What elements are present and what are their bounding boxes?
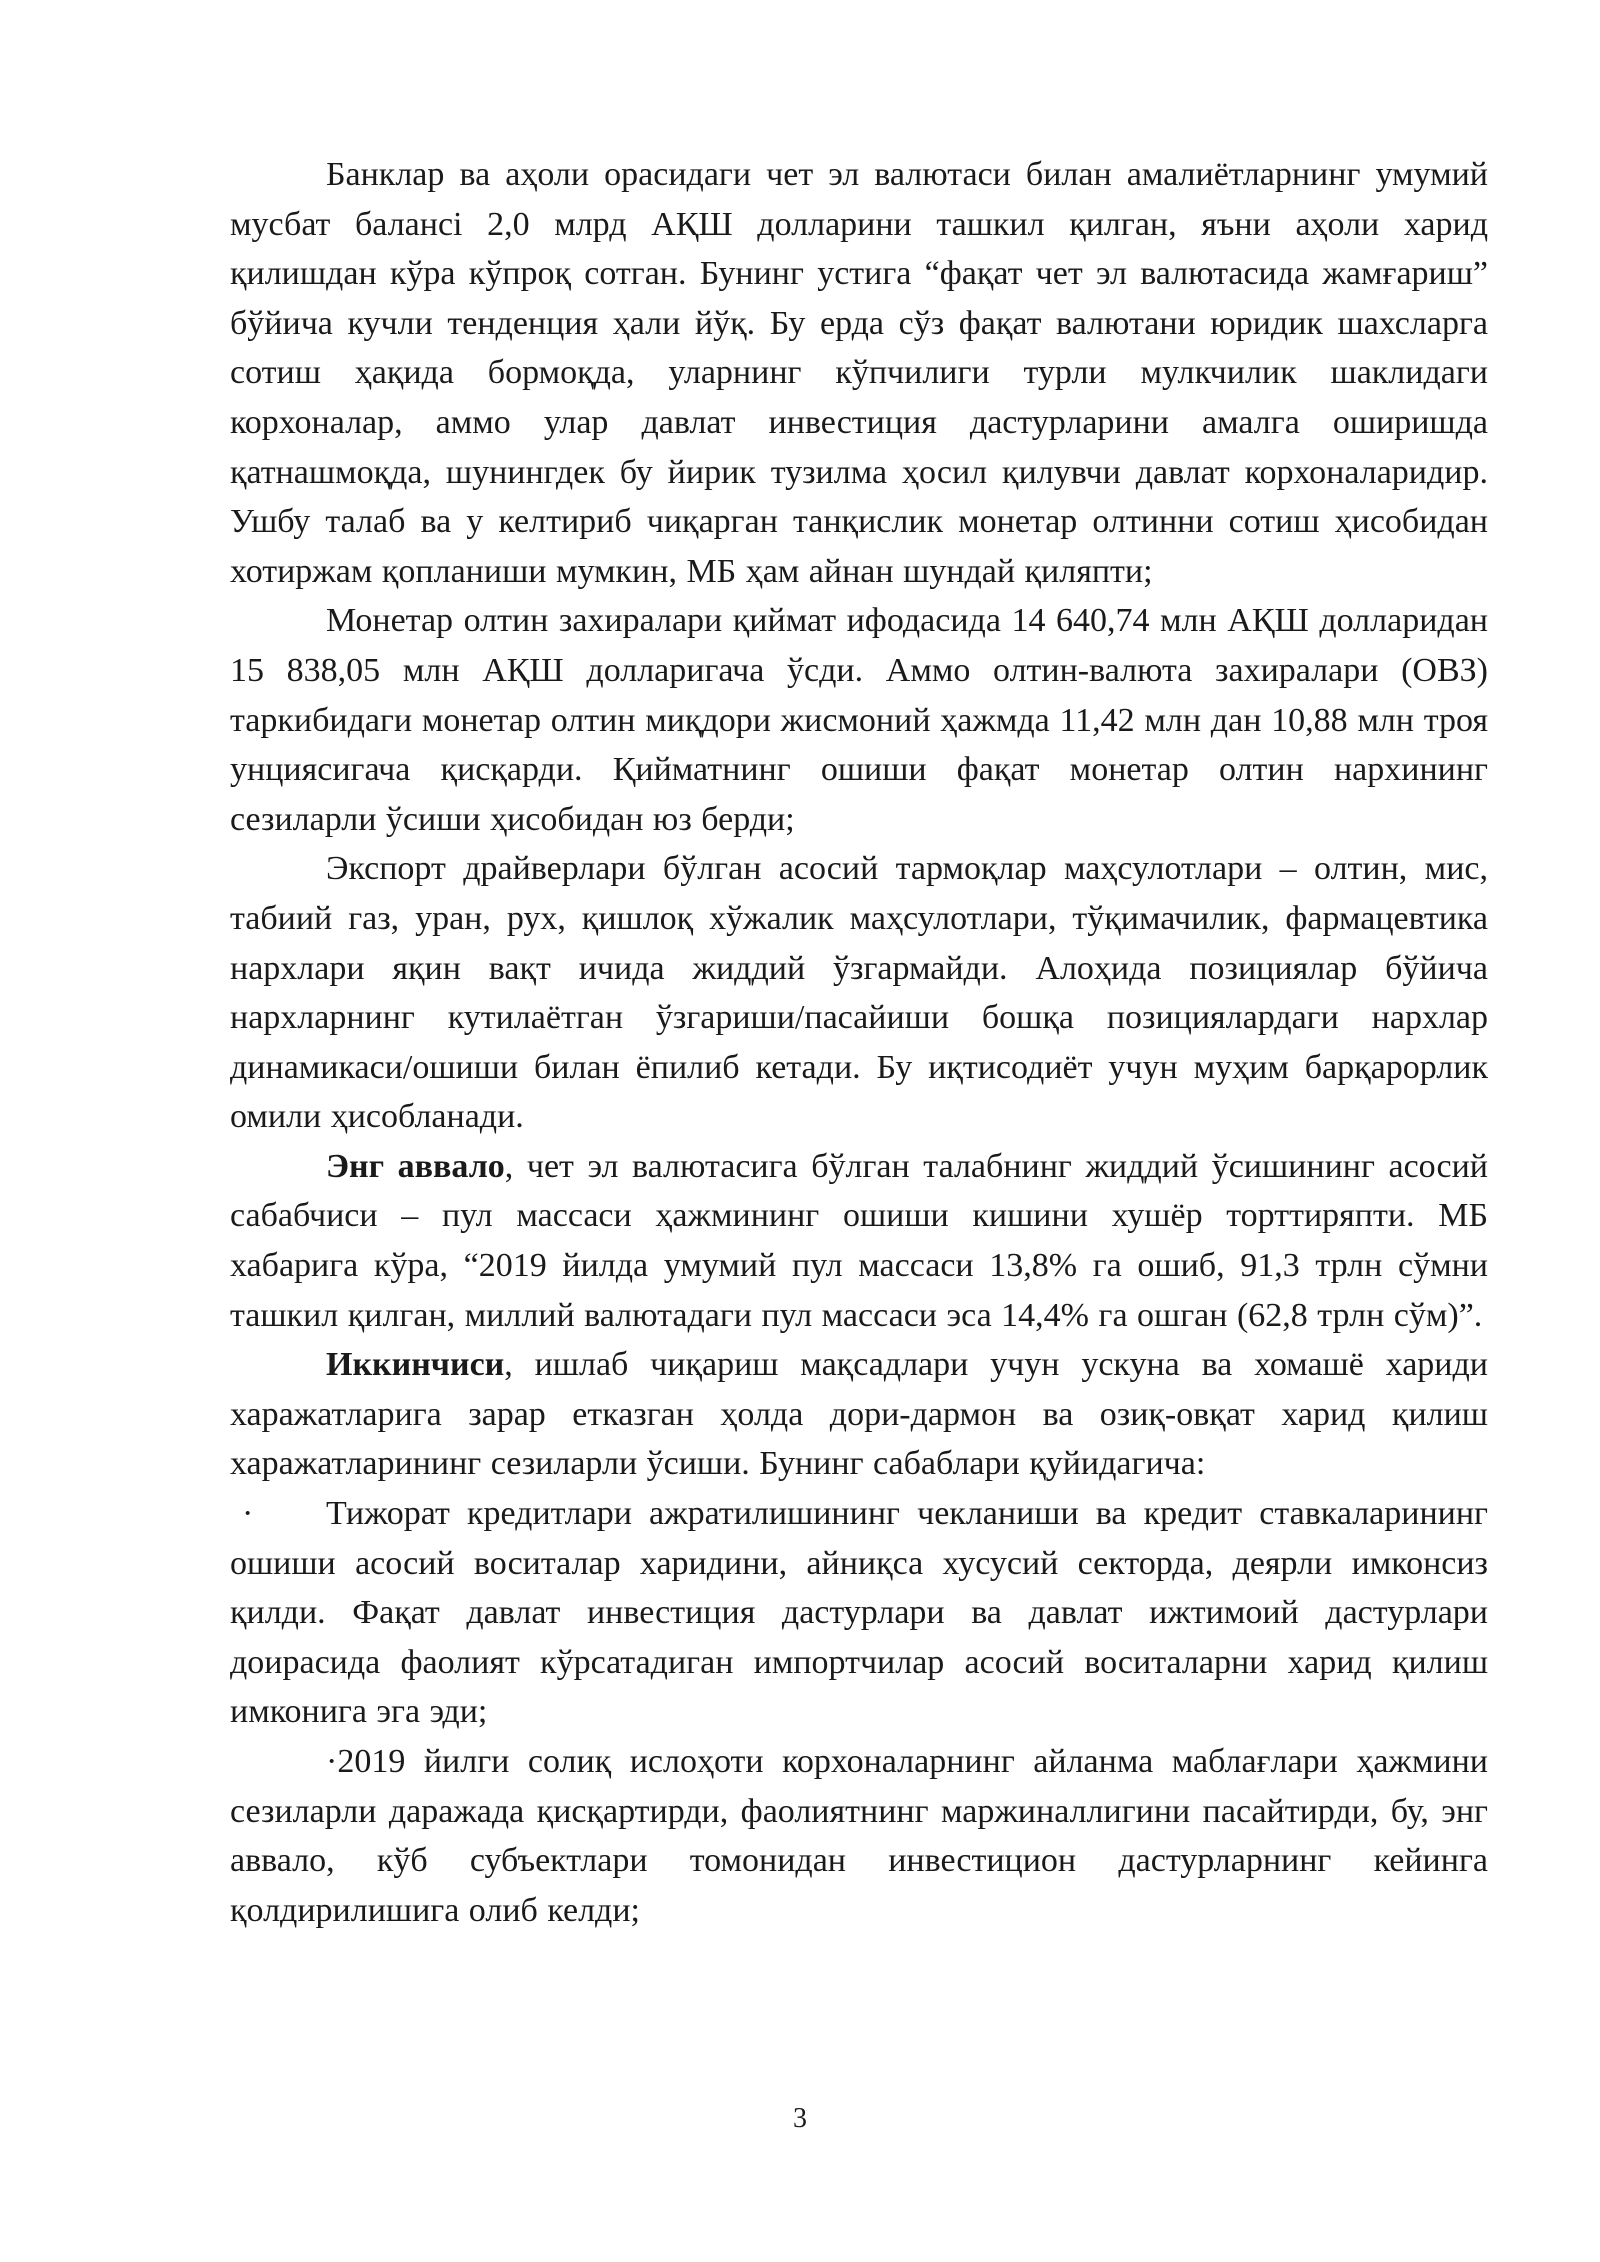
paragraph-4-bold: Энг аввало [326, 1147, 505, 1185]
page-number: 3 [793, 2103, 807, 2134]
paragraph-3-text: Экспорт драйверлари бўлган асосий тармоқлар маҳсулотлари – олтин, мис, табиий газ, уран, рух, қишлоқ хўжалик маҳсулотлари, тўқимачилик, фармацевтика нархлари яқин вақт ичида жиддий ўзгармайди. Алоҳида позициялар бўйича нархларнинг кутилаётган ўзгариши/пасайиши бошқа позициялардаги нархлар динамикаси/ошиши билан ёпилиб кетади. Бу иқтисодиёт учун муҳим барқарорлик омили ҳисобланади. [230, 850, 1488, 1136]
bullet-marker: · [242, 1495, 254, 1533]
paragraph-3 [230, 844, 1488, 1142]
bullet-item-1 [230, 1489, 1488, 1737]
paragraph-5 [230, 1340, 1488, 1489]
paragraph-2-text: Монетар олтин захиралари қиймат ифодасида 14 640,74 млн АҚШ долларидан 15 838,05 млн АҚШ долларигача ўсди. Аммо олтин-валюта захиралари (ОВЗ) таркибидаги монетар олтин миқдори жисмоний ҳажмда 11,42 млн дан 10,88 млн троя унциясигача қисқарди. Қийматнинг ошиши фақат монетар олтин нархининг сезиларли ўсиши ҳисобидан юз берди; [230, 602, 1488, 838]
paragraph-5-bold: Иккинчиси [326, 1346, 505, 1384]
paragraph-4 [230, 1142, 1488, 1340]
bullet-item-2 [230, 1737, 1488, 1935]
paragraph-4-text: , чет эл валютасига бўлган талабнинг жиддий ўсишининг асосий сабабчиси – пул массаси ҳажмининг ошиши кишини хушёр торттиряпти. МБ хабарига кўра, “2019 йилда умумий пул массаси 13,8% га ошиб, 91,3 трлн сўмни ташкил қилган, миллий валютадаги пул массаси эса 14,4% га ошган (62,8 трлн сўм)”. [230, 1147, 1488, 1334]
bullet-item-1-text: Тижорат кредитлари ажратилишининг чекланиши ва кредит ставкаларининг ошиши асосий воситалар харидини, айниқса хусусий секторда, деярли имконсиз қилди. Фақат давлат инвестиция дастурлари ва давлат ижтимоий дастурлари доирасида фаолият кўрсатадиган импортчилар асосий воситаларни харид қилиш имконига эга эди; [230, 1495, 1488, 1731]
document-body [230, 150, 1488, 1935]
paragraph-2 [230, 596, 1488, 844]
bullet-item-2-text: 2019 йилги солиқ ислоҳоти корхоналарнинг айланма маблағлари ҳажмини сезиларли даражада қисқартирди, фаолиятнинг маржиналлигини пасайтирди, бу, энг аввало, кўб субъектлари томонидан инвестицион дастурларнинг кейинга қолдирилишига олиб келди; [230, 1743, 1488, 1929]
paragraph-1-text: Банклар ва аҳоли орасидаги чет эл валютаси билан амалиётларнинг умумий мусбат балансi 2,0 млрд АҚШ долларини ташкил қилган, яъни аҳоли харид қилишдан кўра кўпроқ сотган. Бунинг устига “фақат чет эл валютасида жамғариш” бўйича кучли тенденция ҳали йўқ. Бу ерда сўз фақат валютани юридик шахсларга сотиш ҳақида бормоқда, уларнинг кўпчилиги турли мулкчилик шаклидаги корхоналар, аммо улар давлат инвестиция дастурларини амалга оширишда қатнашмоқда, шунингдек бу йирик тузилма ҳосил қилувчи давлат корхоналаридир. Ушбу талаб ва у келтириб чиқарган танқислик монетар олтинни сотиш ҳисобидан хотиржам қопланиши мумкин, МБ ҳам айнан шундай қиляпти; [230, 156, 1488, 590]
paragraph-1 [230, 150, 1488, 596]
paragraph-5-text: , ишлаб чиқариш мақсадлари учун ускуна ва хомашё хариди харажатларига зарар етказган ҳолда дори-дармон ва озиқ-овқат харид қилиш харажатларининг сезиларли ўсиши. Бунинг сабаблари қуйидагича: [230, 1346, 1488, 1483]
bullet-marker: · [326, 1743, 338, 1780]
